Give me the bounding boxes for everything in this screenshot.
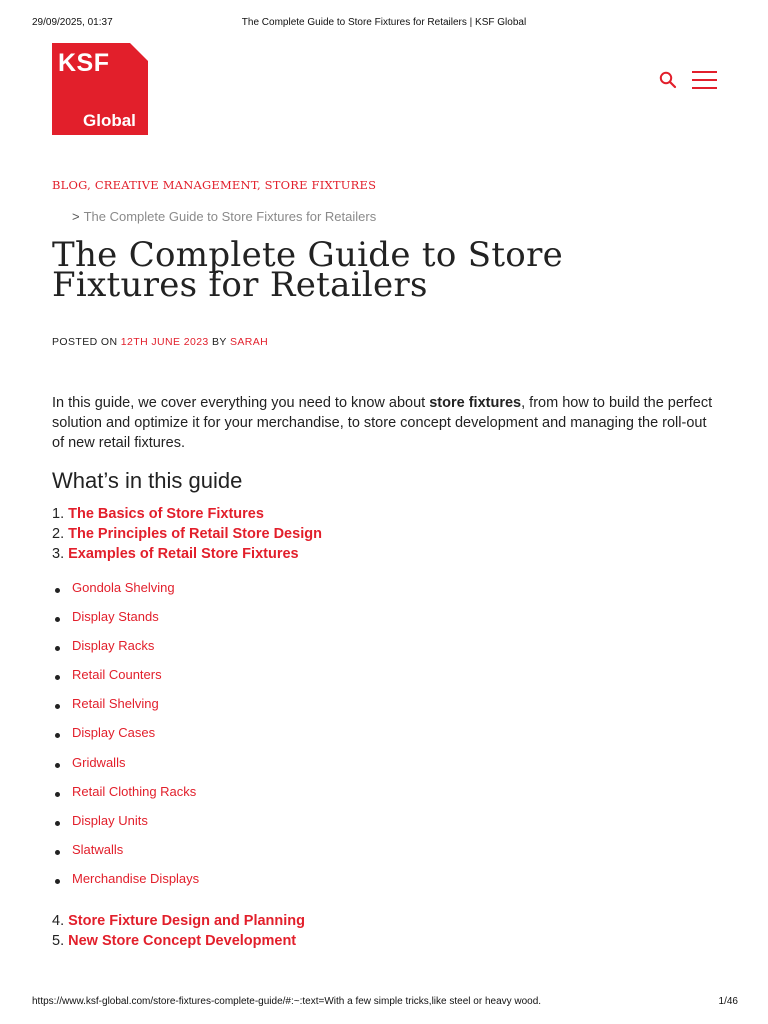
toc-number: 3. [52, 546, 65, 562]
list-item [52, 667, 199, 696]
post-categories: BLOG, CREATIVE MANAGEMENT, STORE FIXTURES [52, 178, 377, 192]
toc-item [52, 544, 652, 564]
breadcrumb-current: The Complete Guide to Store Fixtures for Retailers [83, 209, 377, 224]
author-link[interactable]: SARAH [229, 336, 269, 348]
logo-text-global: Global [83, 111, 136, 130]
print-footer [0, 996, 768, 1010]
list-item [52, 725, 199, 754]
fixture-link[interactable]: Display Units [72, 812, 148, 828]
bullet-icon [55, 588, 60, 593]
bullet-icon [55, 821, 60, 826]
fixture-link[interactable]: Gondola Shelving [72, 580, 175, 595]
toc-number: 4. [52, 913, 65, 929]
ksf-global-logo[interactable] [52, 43, 148, 135]
toc-number: 2. [52, 526, 65, 542]
list-item [52, 580, 199, 609]
fixture-link[interactable]: Merchandise Displays [72, 870, 200, 886]
toc-link-basics[interactable]: The Basics of Store Fixtures [68, 506, 264, 522]
search-icon [659, 71, 677, 89]
fixture-link[interactable]: Display Racks [72, 638, 155, 654]
fixture-link[interactable]: Retail Clothing Racks [72, 783, 197, 799]
breadcrumb [72, 209, 376, 224]
fixture-link[interactable]: Display Stands [72, 609, 159, 625]
intro-bold-term: store fixtures [429, 395, 522, 411]
menu-button[interactable] [692, 71, 717, 90]
fixture-link[interactable]: Slatwalls [72, 841, 124, 857]
print-url: https://www.ksf-global.com/store-fixtures-complete-guide/#:~:text=With a few simple tricks,like steel or heavy wood. [32, 996, 542, 1007]
fixture-link[interactable]: Retail Shelving [72, 696, 159, 712]
list-item [52, 871, 199, 900]
intro-paragraph [52, 393, 722, 453]
list-item [52, 842, 199, 871]
fixture-link[interactable]: Retail Counters [72, 667, 162, 683]
post-meta [52, 336, 268, 348]
toc-link-design-planning[interactable]: Store Fixture Design and Planning [68, 913, 305, 929]
breadcrumb-separator: > [72, 209, 80, 224]
toc-link-examples[interactable]: Examples of Retail Store Fixtures [68, 546, 299, 562]
search-button[interactable] [659, 71, 677, 89]
fixture-examples-list [52, 580, 199, 900]
table-of-contents-top [52, 504, 652, 564]
table-of-contents-bottom [52, 911, 652, 951]
list-item [52, 696, 199, 725]
page-title: The Complete Guide to Store Fixtures for Retailers [52, 235, 564, 305]
toc-item [52, 504, 652, 524]
print-doc-title: The Complete Guide to Store Fixtures for Retailers | KSF Global [241, 17, 527, 28]
bullet-icon [55, 763, 60, 768]
hamburger-menu-icon [692, 71, 717, 73]
guide-contents-heading: What’s in this guide [52, 468, 243, 493]
toc-link-concept-development[interactable]: New Store Concept Development [68, 933, 297, 949]
intro-text-after: , from how to build the perfect solution and optimize it for your merchandise, to store concept development and managing the roll-out of new retail fixtures. [52, 395, 713, 451]
toc-link-principles[interactable]: The Principles of Retail Store Design [68, 526, 322, 542]
toc-item [52, 931, 652, 951]
bullet-icon [55, 733, 60, 738]
list-item [52, 609, 199, 638]
post-date-link[interactable]: 12TH JUNE 2023 [120, 336, 209, 348]
bullet-icon [55, 879, 60, 884]
bullet-icon [55, 704, 60, 709]
category-link-store-fixtures[interactable]: STORE FIXTURES [264, 178, 377, 192]
category-link-creative-management[interactable]: CREATIVE MANAGEMENT [94, 178, 257, 192]
bullet-icon [55, 646, 60, 651]
print-header [0, 17, 768, 31]
by-label: BY [212, 336, 227, 348]
bullet-icon [55, 617, 60, 622]
fixture-link[interactable]: Gridwalls [72, 754, 126, 770]
toc-item [52, 524, 652, 544]
list-item [52, 638, 199, 667]
list-item [52, 755, 199, 784]
intro-text-before: In this guide, we cover everything you need to know about [52, 395, 430, 411]
category-link-blog[interactable]: BLOG [52, 178, 88, 192]
logo-text-ksf: KSF [58, 49, 110, 77]
fixture-link[interactable]: Display Cases [72, 725, 156, 741]
toc-number: 5. [52, 933, 65, 949]
print-datetime: 29/09/2025, 01:37 [32, 17, 113, 28]
print-page-number: 1/46 [718, 996, 738, 1007]
bullet-icon [55, 850, 60, 855]
toc-item [52, 911, 652, 931]
bullet-icon [55, 792, 60, 797]
list-item [52, 784, 199, 813]
toc-number: 1. [52, 506, 65, 522]
list-item [52, 813, 199, 842]
bullet-icon [55, 675, 60, 680]
posted-on-label: POSTED ON [52, 336, 118, 348]
